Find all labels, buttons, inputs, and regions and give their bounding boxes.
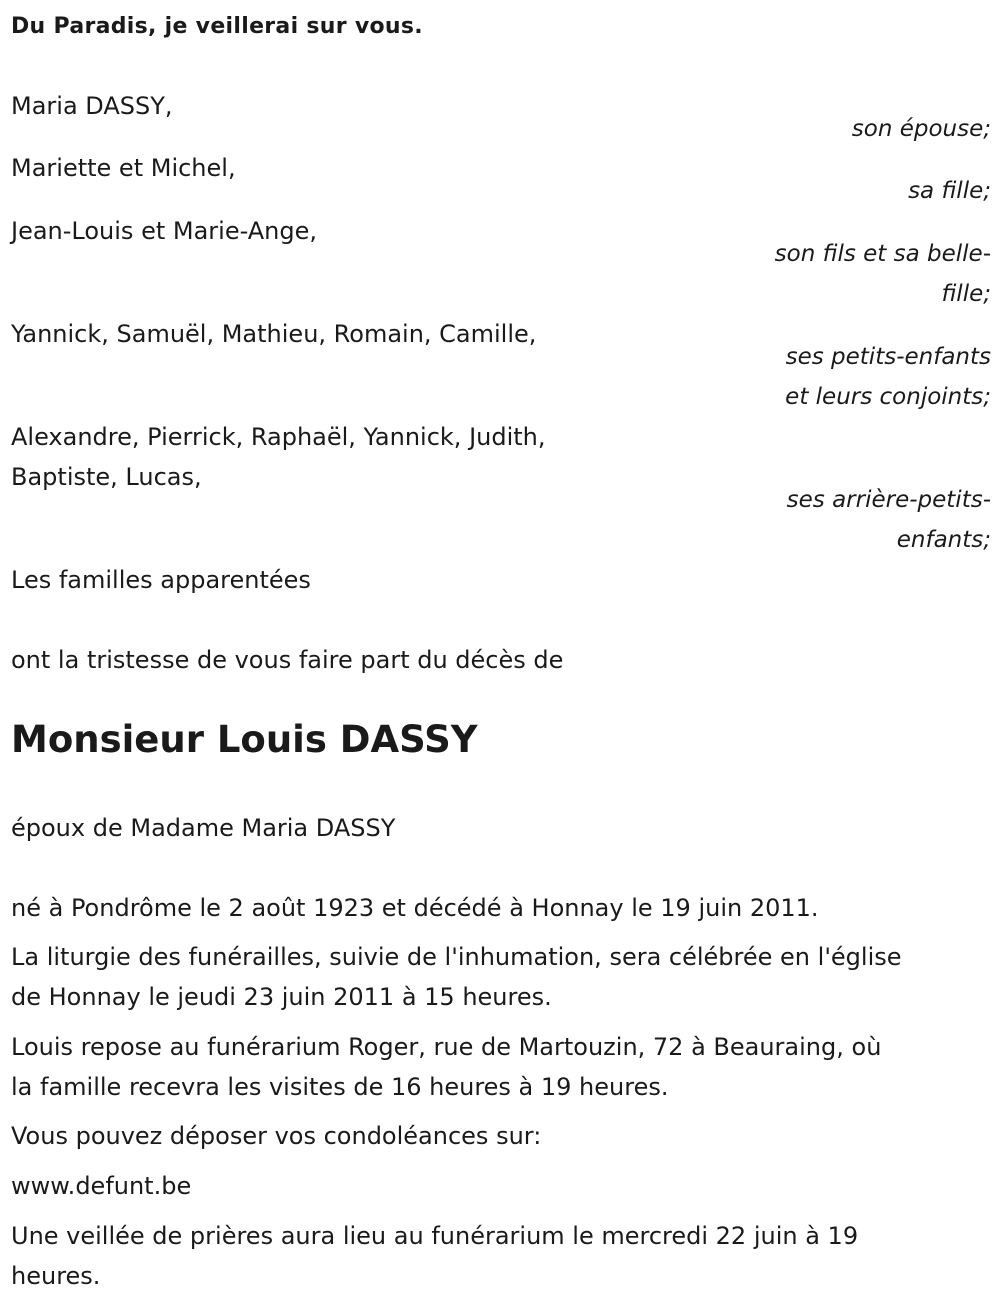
mourner-relation: ses arrière-petits- xyxy=(786,487,991,513)
epigraph: Du Paradis, je veillerai sur vous. xyxy=(11,14,423,39)
liturgy-line: La liturgie des funérailles, suivie de l'inhumation, sera célébrée en l'église xyxy=(11,943,902,971)
vigil-line: Une veillée de prières aura lieu au funérarium le mercredi 22 juin à 19 xyxy=(11,1222,859,1250)
mourner-relation: et leurs conjoints; xyxy=(785,384,991,410)
condolences-link[interactable]: www.defunt.be xyxy=(11,1172,192,1200)
mourner-names: Yannick, Samuël, Mathieu, Romain, Camille, xyxy=(11,320,537,348)
visitation-line: Louis repose au funérarium Roger, rue de Martouzin, 72 à Beauraing, où xyxy=(11,1033,882,1061)
mourner-relation: son épouse; xyxy=(851,116,991,142)
obituary-notice xyxy=(11,0,991,1307)
vigil-line: heures. xyxy=(11,1262,101,1290)
spouse-line: époux de Madame Maria DASSY xyxy=(11,814,396,842)
mourner-relation: son fils et sa belle- xyxy=(774,241,991,267)
mourner-relation: fille; xyxy=(941,281,991,307)
liturgy-line: de Honnay le jeudi 23 juin 2011 à 15 heures. xyxy=(11,983,552,1011)
visitation-line: la famille recevra les visites de 16 heures à 19 heures. xyxy=(11,1073,669,1101)
deceased-name: Monsieur Louis DASSY xyxy=(11,718,478,761)
related-families: Les familles apparentées xyxy=(11,566,311,594)
mourner-relation: ses petits-enfants xyxy=(785,344,991,370)
mourner-relation: sa fille; xyxy=(908,178,991,204)
mourner-names: Maria DASSY, xyxy=(11,92,173,120)
condolences-intro: Vous pouvez déposer vos condoléances sur: xyxy=(11,1122,542,1150)
mourner-names: Mariette et Michel, xyxy=(11,154,236,182)
mourner-names: Baptiste, Lucas, xyxy=(11,463,202,491)
mourner-relation: enfants; xyxy=(896,527,991,553)
announcement: ont la tristesse de vous faire part du décès de xyxy=(11,646,564,674)
mourner-names: Alexandre, Pierrick, Raphaël, Yannick, Judith, xyxy=(11,423,546,451)
mourner-names: Jean-Louis et Marie-Ange, xyxy=(11,217,317,245)
birth-death-line: né à Pondrôme le 2 août 1923 et décédé à Honnay le 19 juin 2011. xyxy=(11,894,819,922)
